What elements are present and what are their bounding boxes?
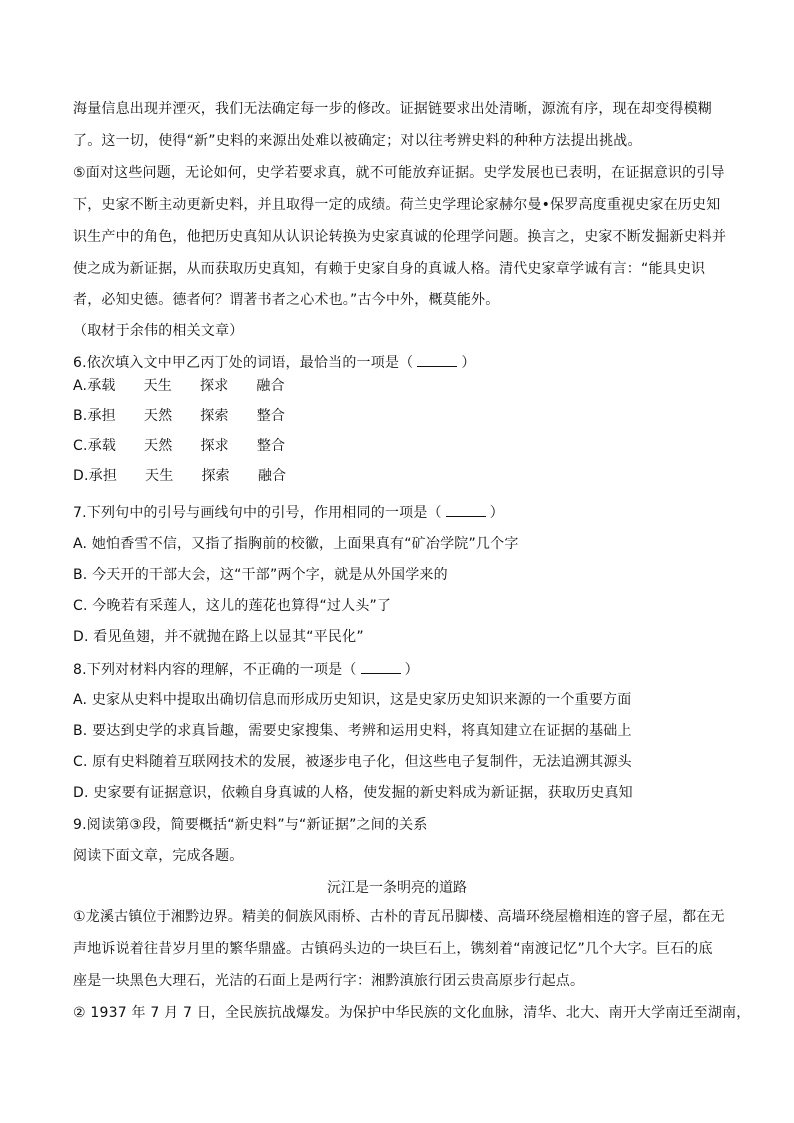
option-word: 探求: [200, 378, 229, 394]
paragraph-5-line: 识生产中的角色，他把历史真知从认识论转换为史家真诚的伦理学问题。换言之，史家不断发掘新史料并: [73, 229, 727, 245]
question-6-stem: [73, 352, 723, 373]
passage-title: 沅江是一条明亮的道路: [327, 880, 467, 896]
question-7-stem-text: 7.下列句中的引号与画线句中的引号，作用相同的一项是（: [73, 505, 442, 521]
paragraph-5-line: 者，必知史德。德者何？谓著书者之心术也。”古今中外，概莫能外。: [73, 292, 500, 308]
option-letter: C.: [73, 438, 88, 454]
question-8-option-a: A. 史家从史料中提取出确切信息而形成历史知识，这是史家历史知识来源的一个重要方面: [73, 692, 632, 708]
passage-line: 了。这一切，使得“新”史料的来源出处难以被确定；对以往考辨史料的种种方法提出挑战。: [73, 133, 642, 149]
question-8-option-b: B. 要达到史学的求真旨趣，需要史家搜集、考辨和运用史料，将真知建立在证据的基础上: [73, 723, 632, 739]
option-word: 整合: [256, 438, 286, 454]
paragraph-5-line: ⑤面对这些问题，无论如何，史学若要求真，就不可能放弃证据。史学发展也已表明，在证据意识的引导: [73, 165, 725, 181]
question-7-option-d: D. 看见鱼翅，并不就抛在路上以显其“平民化”: [73, 629, 364, 645]
question-6-stem-close: ）: [461, 355, 476, 371]
question-6-option-a: [73, 376, 723, 396]
option-word: 整合: [256, 408, 286, 424]
question-8-stem: [73, 659, 723, 680]
question-7-option-b: B. 今天开的干部大会，这“干部”两个字，就是从外国学来的: [73, 567, 448, 583]
question-8-option-d: D. 史家要有证据意识，依赖自身真诚的人格，使发掘的新史料成为新证据，获取历史真知: [73, 785, 633, 801]
option-word: 承载: [87, 378, 116, 394]
option-word: 天生: [143, 378, 172, 394]
option-word: 探索: [200, 408, 229, 424]
option-word: 天生: [145, 468, 174, 484]
paragraph-1-line: ①龙溪古镇位于湘黔边界。精美的侗族风雨桥、古朴的青瓦吊脚楼、高墙环绕屋檐相连的窨子屋，都在无: [73, 909, 725, 925]
option-word: 融合: [257, 468, 287, 484]
question-8-option-c: C. 原有史料随着互联网技术的发展，被逐步电子化，但这些电子复制件，无法追溯其源头: [73, 754, 632, 770]
question-7-stem-close: ）: [489, 505, 504, 521]
passage-line: 海量信息出现并湮灭，我们无法确定每一步的修改。证据链要求出处清晰，源流有序，现在却变得模糊: [73, 101, 712, 117]
option-word: 承载: [87, 438, 117, 454]
question-8-stem-close: ）: [404, 662, 419, 678]
paragraph-5-line: 使之成为新证据，从而获取历史真知，有赖于史家自身的真诚人格。清代史家章学诚有言：“能具史识: [73, 261, 706, 277]
question-6-stem-text: 6.依次填入文中甲乙丙丁处的词语，最恰当的一项是（: [73, 355, 414, 371]
option-word: 承担: [88, 468, 118, 484]
question-7-option-a: A. 她怕香雪不信，又指了指胸前的校徽，上面果真有“矿冶学院”几个字: [73, 536, 519, 552]
question-7-option-c: C. 今晚若有采莲人，这儿的莲花也算得“过人头”了: [73, 598, 392, 614]
question-6-option-b: [73, 406, 723, 426]
paragraph-5-line: 下，史家不断主动更新史料，并且取得一定的成绩。荷兰史学理论家赫尔曼•保罗高度重视史家在历史知: [73, 197, 721, 213]
question-8-stem-text: 8.下列对材料内容的理解，不正确的一项是（: [73, 662, 357, 678]
paragraph-1-line: 座是一块黑色大理石，光洁的石面上是两行字：湘黔滇旅行团云贵高原步行起点。: [73, 973, 585, 989]
option-word: 天然: [144, 438, 173, 454]
source-citation: （取材于余伟的相关文章）: [73, 323, 244, 339]
option-letter: B.: [73, 408, 88, 424]
answer-blank[interactable]: [361, 659, 401, 674]
option-word: 承担: [87, 408, 116, 424]
question-7-stem: [73, 502, 723, 523]
question-6-option-c: [73, 436, 723, 456]
paragraph-2-line: ② 1937 年 7 月 7 日，全民族抗战爆发。为保护中华民族的文化血脉，清华、北大、南开大学南迁至湖南，: [73, 1005, 751, 1021]
question-9-stem: 9.阅读第③段，简要概括“新史料”与“新证据”之间的关系: [73, 817, 428, 833]
option-letter: A.: [73, 378, 88, 394]
option-word: 融合: [256, 378, 285, 394]
question-6-option-d: [73, 466, 723, 486]
option-word: 探求: [200, 438, 229, 454]
option-letter: D.: [73, 468, 89, 484]
answer-blank[interactable]: [446, 502, 486, 517]
paragraph-1-line: 声地诉说着往昔岁月里的繁华鼎盛。古镇码头边的一块巨石上，镌刻着“南渡记忆”几个大字。巨石的底: [73, 941, 713, 957]
option-word: 探索: [201, 468, 230, 484]
section-instruction: 阅读下面文章，完成各题。: [73, 848, 244, 864]
answer-blank[interactable]: [417, 352, 457, 367]
option-word: 天然: [143, 408, 173, 424]
